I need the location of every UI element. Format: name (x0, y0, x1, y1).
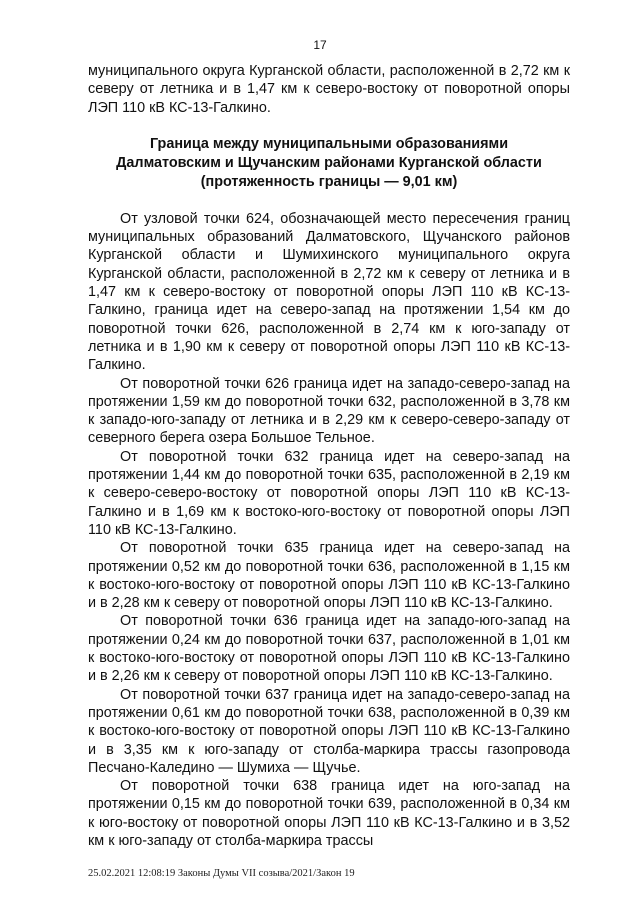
section-heading (88, 135, 570, 192)
boundary-paragraph: От поворотной точки 636 граница идет на западо-юго-запад на протяжении 0,24 км до поворотной точки 637, расположенной в 1,01 км к востоко-юго-востоку от поворотной опоры ЛЭП 110 кВ КС-13-Галкино и в 2,26 км к северу от поворотной опоры ЛЭП 110 кВ КС-13-Галкино. (88, 613, 570, 685)
boundary-paragraph: От поворотной точки 626 граница идет на западо-северо-запад на протяжении 1,59 км до поворотной точки 632, расположенной в 3,78 км к западо-юго-западу от летника и в 2,29 км к северо-северо-западу от северного берега озера Большое Тельное. (88, 375, 570, 447)
section-heading-line: (протяженность границы — 9,01 км) (200, 173, 458, 190)
document-footer-stamp: 25.02.2021 12:08:19 Законы Думы VII созыва/2021/Закон 19 (88, 868, 355, 879)
boundary-paragraph: От поворотной точки 637 граница идет на западо-северо-запад на протяжении 0,61 км до поворотной точки 638, расположенной в 0,39 км к востоко-юго-востоку от поворотной опоры ЛЭП 110 кВ КС-13-Галкино и в 3,35 км к юго-западу от столба-маркира трассы газопровода Песчано-Каледино — Шумиха — Щучье. (88, 686, 570, 776)
boundary-paragraph: От узловой точки 624, обозначающей место пересечения границ муниципальных образований Далматовского, Щучанского районов Курганской области и Шумихинского муниципального округа Курганской области, расположенной в 2,72 км к северу от летника и в 1,47 км к северо-востоку от поворотной опоры ЛЭП 110 кВ КС-13-Галкино, граница идет на северо-запад на протяжении 1,54 км до поворотной точки 626, расположенной в 2,74 км к юго-западу от летника и в 1,90 км к северу от поворотной опоры ЛЭП 110 кВ КС-13-Галкино. (88, 210, 570, 374)
intro-paragraph: муниципального округа Курганской области, расположенной в 2,72 км к северу от летника и в 1,47 км к северо-востоку от поворотной опоры ЛЭП 110 кВ КС-13-Галкино. (88, 63, 570, 116)
boundary-paragraph: От поворотной точки 638 граница идет на юго-запад на протяжении 0,15 км до поворотной точки 639, расположенной в 0,34 км к юго-востоку от поворотной опоры ЛЭП 110 кВ КС-13-Галкино и в 3,52 км к юго-западу от столба-маркира трассы (88, 778, 570, 849)
section-heading-line: Далматовским и Щучанским районами Курганской области (116, 154, 542, 171)
boundary-paragraph: От поворотной точки 635 граница идет на северо-запад на протяжении 0,52 км до поворотной точки 636, расположенной в 1,15 км к востоко-юго-востоку от поворотной опоры ЛЭП 110 кВ КС-13-Галкино и в 2,28 км к северу от поворотной опоры ЛЭП 110 кВ КС-13-Галкино. (88, 540, 570, 612)
section-heading-line: Граница между муниципальными образованиями (149, 135, 509, 152)
page-number: 17 (313, 38, 327, 52)
document-body (88, 62, 570, 850)
boundary-paragraph: От поворотной точки 632 граница идет на северо-запад на протяжении 1,44 км до поворотной точки 635, расположенной в 2,19 км к северо-северо-востоку от поворотной опоры ЛЭП 110 кВ КС-13-Галкино и в 1,69 км к востоко-юго-востоку от поворотной опоры ЛЭП 110 кВ КС-13-Галкино. (88, 448, 570, 538)
